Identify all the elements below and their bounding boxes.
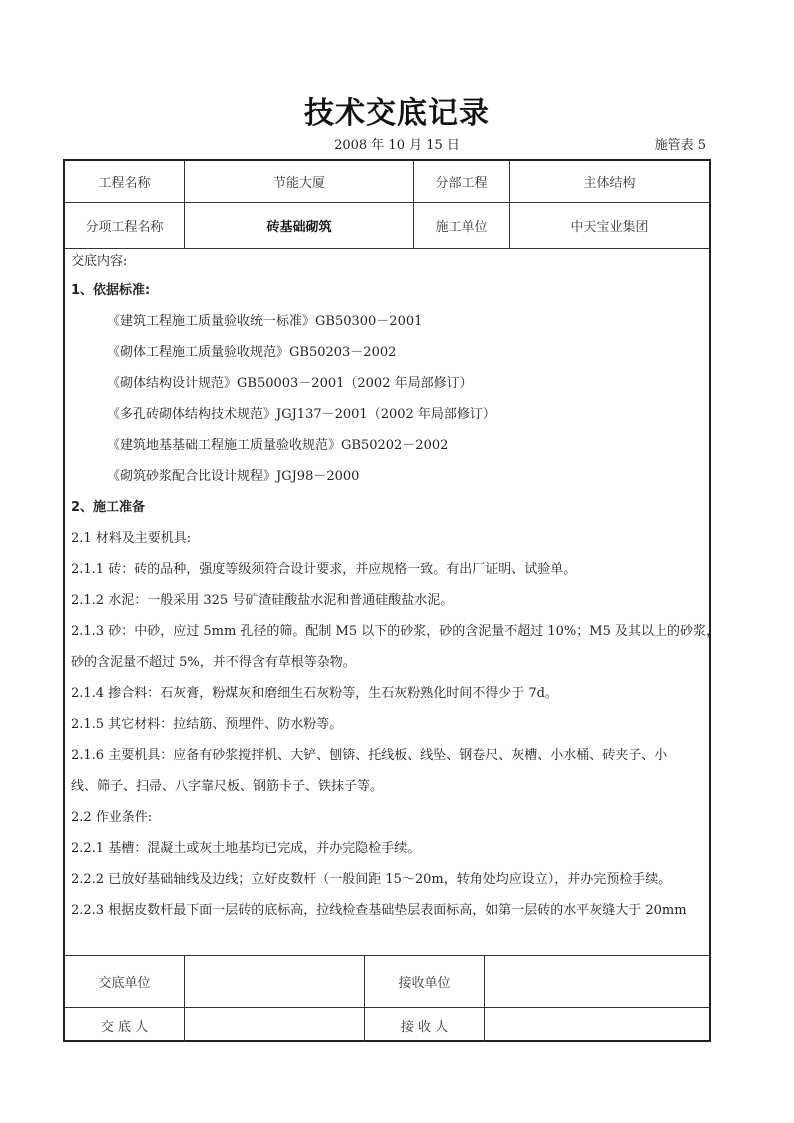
header-row-subproject: [65, 203, 709, 249]
content-line: 2.1.3 砂：中砂，应过 5mm 孔径的筛。配制 M5 以下的砂浆，砂的含泥量不超过 10%；M5 及其以上的砂浆，: [71, 624, 719, 639]
section-2-title: 2、施工准备: [71, 500, 146, 515]
content-line: 2.1.6 主要机具：应备有砂浆搅拌机、大铲、刨锛、托线板、线坠、钢卷尺、灰槽、小水桶、砖夹子、小: [71, 748, 668, 763]
document-title: 技术交底记录: [304, 96, 490, 131]
content-line: 2.1.4 掺合料：石灰膏，粉煤灰和磨细生石灰粉等，生石灰粉熟化时间不得少于 7d。: [71, 686, 558, 701]
standard-item: 《砌体工程施工质量验收规范》GB50203－2002: [107, 345, 397, 360]
content-line: 2.2.2 已放好基础轴线及边线；立好皮数杆（一般间距 15～20m，转角处均应设立），并办完预检手续。: [71, 872, 672, 887]
content-line: 2.1.2 水泥：一般采用 325 号矿渣硅酸盐水泥和普通硅酸盐水泥。: [71, 593, 454, 608]
issuing-unit-label: 交底单位: [65, 956, 185, 1007]
project-name-value: 节能大厦: [185, 161, 414, 202]
content-line: 砂的含泥量不超过 5%，并不得含有草根等杂物。: [71, 655, 356, 670]
content-line: 2.2.3 根据皮数杆最下面一层砖的底标高，拉线检查基础垫层表面标高，如第一层砖的水平灰缝大于 20mm: [71, 903, 687, 918]
standard-item: 《砌体结构设计规范》GB50003－2001（2002 年局部修订）: [107, 376, 473, 391]
issuer-field[interactable]: [185, 1008, 365, 1042]
signoff-row-units: [65, 956, 709, 1008]
division-value: 主体结构: [583, 176, 636, 191]
receiver-label: 接 收 人: [365, 1008, 485, 1042]
content-line: 2.1.1 砖：砖的品种，强度等级须符合设计要求，并应规格一致。有出厂证明、试验单。: [71, 562, 577, 577]
content-line: 2.1.5 其它材料：拉结筋、预埋件、防水粉等。: [71, 717, 343, 732]
standard-item: 《建筑地基基础工程施工质量验收规范》GB50202－2002: [107, 438, 449, 453]
record-table: [63, 159, 719, 1042]
briefing-content: [65, 249, 719, 956]
contractor-label: 施工单位: [414, 203, 510, 248]
content-intro: 交底内容:: [71, 254, 128, 269]
receiving-unit-field[interactable]: [485, 956, 709, 1007]
division-label: 分部工程: [414, 161, 510, 202]
document-date: 2008 年 10 月 15 日: [334, 138, 460, 153]
subproject-name-value: 砖基础砌筑: [185, 203, 414, 248]
header-row-project: [65, 161, 709, 203]
project-name-label: 工程名称: [65, 161, 185, 202]
receiving-unit-label: 接收单位: [365, 956, 485, 1007]
standard-item: 《砌筑砂浆配合比设计规程》JGJ98－2000: [107, 469, 360, 484]
issuer-label: 交 底 人: [65, 1008, 185, 1042]
contractor-value: 中天宝业集团: [570, 220, 649, 235]
content-line: 2.1 材料及主要机具:: [71, 531, 192, 546]
issuing-unit-field[interactable]: [185, 956, 365, 1007]
signoff-row-persons: [65, 1008, 709, 1042]
standard-item: 《建筑工程施工质量验收统一标准》GB50300－2001: [107, 314, 423, 329]
receiver-field[interactable]: [485, 1008, 709, 1042]
content-line: 2.2 作业条件:: [71, 810, 153, 825]
subproject-name-label: 分项工程名称: [65, 203, 185, 248]
content-line: 线、筛子、扫帚、八字靠尺板、钢筋卡子、铁抹子等。: [71, 779, 384, 794]
section-1-title: 1、依据标准:: [71, 283, 151, 298]
content-line: 2.2.1 基槽：混凝土或灰土地基均已完成，并办完隐检手续。: [71, 841, 421, 856]
form-number: 施管表 5: [654, 138, 706, 153]
standard-item: 《多孔砖砌体结构技术规范》JGJ137－2001（2002 年局部修订）: [107, 407, 496, 422]
